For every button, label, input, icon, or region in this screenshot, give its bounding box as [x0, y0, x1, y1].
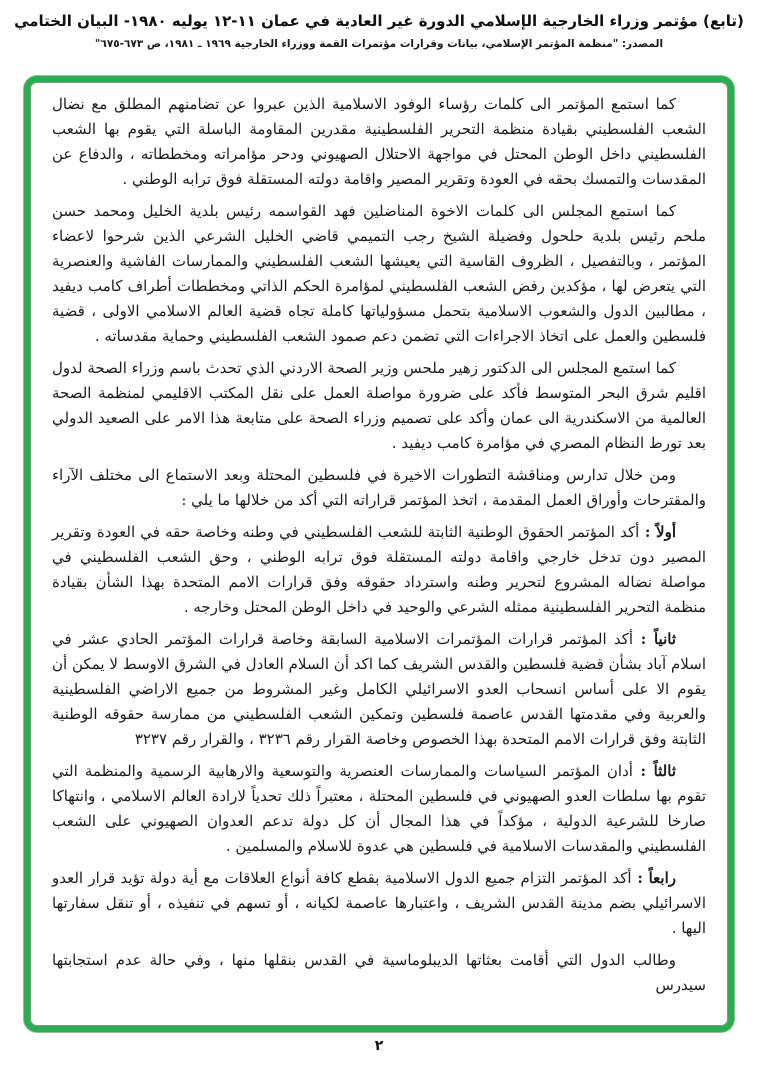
page-title: (تابع) مؤتمر وزراء الخارجية الإسلامي الدورة غير العادية في عمان ١١-١٢ يوليه ١٩٨٠- البيان الختامي [14, 12, 744, 30]
paragraph: أولاً : أكد المؤتمر الحقوق الوطنية الثابتة للشعب الفلسطيني في وطنه وخاصة حقه في العودة وتقرير المصير دون تدخل خارجي واقامة دولته المستقلة فوق ترابه الوطني ، وحق الشعب الفلسطيني في مواصلة نضاله المشروع لتحرير وطنه واسترداد حقوقه وفق قرارات الامم المتحدة بهذا الشأن بقيادة منظمة التحرير الفلسطينية ممثله الشرعي والوحيد في داخل الوطن المحتل وخارجه . [52, 523, 706, 616]
section-label: ثانياً : [633, 630, 677, 648]
section-label: ثالثاً : [632, 762, 676, 780]
highlight-border-box [24, 76, 734, 1032]
page-number: ٢ [374, 1038, 384, 1054]
paragraph: وطالب الدول التي أقامت بعثاتها الديبلوماسية في القدس بنقلها منها ، وفي حالة عدم استجابتها سيدرس [52, 951, 706, 994]
paragraph: كما استمع المجلس الى كلمات الاخوة المناضلين فهد القواسمه رئيس بلدية الخليل ومحمد حسن ملحم رئيس بلدية حلحول وفضيلة الشيخ رجب التميمي قاضي الخليل الشرعي الذين شرحوا لاعضاء المؤتمر ، وبالتفصيل ، الظروف القاسية التي يعيشها الشعب الفلسطيني والممارسات الفاشية والعنصرية التي يتعرض لها ، مؤكدين رفض الشعب الفلسطيني لمؤامرة الحكم الذاتي ومخططات أطراف كامب ديفيد ، مطالبين الدول والشعوب الاسلامية بتحمل مسؤولياتها كاملة تجاه قضية العالم الاسلامي الاولى ، قضية فلسطين والعمل على اتخاذ الاجراءات التي تضمن دعم صمود الشعب الفلسطيني وحماية مقدساته . [52, 202, 706, 345]
paragraph: ثانياً : أكد المؤتمر قرارات المؤتمرات الاسلامية السابقة وخاصة قرارات المؤتمر الحادي عشر في اسلام آباد بشأن قضية فلسطين والقدس الشريف كما اكد أن السلام العادل في الشرق الاوسط لا يمكن أن يقوم الا على أساس انسحاب العدو الاسرائيلي الكامل وغير المشروط من جميع الاراضي الفلسطينية والعربية وفي مقدمتها القدس عاصمة فلسطين وتمكين الشعب الفلسطيني من ممارسة حقوقه الوطنية الثابتة وفق قرارات الامم المتحدة بهذا الخصوص وخاصة القرار رقم ٣٢٣٦ ، والقرار رقم ٣٢٣٧ [52, 630, 706, 748]
paragraph: كما استمع المجلس الى الدكتور زهير ملحس وزير الصحة الاردني الذي تحدث باسم وزراء الصحة لدول اقليم شرق البحر المتوسط فأكد على ضرورة مواصلة العمل على نقل المكتب الاقليمي لمنظمة الصحة العالمية من الاسكندرية الى عمان وأكد على تصميم وزراء الصحة على متابعة هذا الامر على الصعيد الدولي بعد تورط النظام المصري في مؤامرة كامب ديفيد . [52, 359, 706, 452]
section-label: رابعاً : [631, 869, 676, 887]
paragraph: كما استمع المؤتمر الى كلمات رؤساء الوفود الاسلامية الذين عبروا عن تضامنهم المطلق مع نضال الشعب الفلسطيني بقيادة منظمة التحرير الفلسطينية مقدرين المقاومة الباسلة التي يقوم بها الشعب الفلسطيني داخل الوطن المحتل في مواجهة الاحتلال الصهيوني ودحر مؤامراته ومخططاته ، والدفاع عن المقدسات والتمسك بحقه في العودة وتقرير المصير واقامة دولته المستقلة فوق ترابه الوطني . [52, 95, 706, 188]
document-header [0, 10, 758, 52]
paragraph: ومن خلال تدارس ومناقشة التطورات الاخيرة في فلسطين المحتلة وبعد الاستماع الى مختلف الآراء والمقترحات وأوراق العمل المقدمة ، اتخذ المؤتمر قراراته التي أكد من خلالها ما يلي : [52, 466, 706, 509]
section-label: أولاً : [639, 523, 677, 541]
paragraph: رابعاً : أكد المؤتمر التزام جميع الدول الاسلامية بقطع كافة أنواع العلاقات مع أية دولة تؤيد قرار العدو الاسرائيلي بضم مدينة القدس الشريف ، واعتبارها عاصمة لكيانه ، أو تسهم في تنفيذه ، أو تنقل سفارتها اليها . [52, 869, 706, 937]
paragraph: ثالثاً : أدان المؤتمر السياسات والممارسات العنصرية والتوسعية والارهابية الرسمية والمنظمة التي تقوم بها سلطات العدو الصهيوني في فلسطين المحتلة ، معتبراً ذلك تحدياً لارادة العالم الاسلامي ، وانتهاكا صارخا للشرعية الدولية ، مؤكداً في هذا المجال أن كل دولة تدعم العدوان الصهيوني على الشعب الفلسطيني والمقدسات الاسلامية في فلسطين هي عدوة للاسلام والمسلمين . [52, 762, 706, 855]
source-line: المصدر: "منظمة المؤتمر الإسلامي، بيانات وقرارات مؤتمرات القمة ووزراء الخارجية ١٩٦٩ ـ ١٩٨١، ص ٦٧٣-٦٧٥" [94, 38, 664, 50]
document-body [30, 82, 728, 1026]
